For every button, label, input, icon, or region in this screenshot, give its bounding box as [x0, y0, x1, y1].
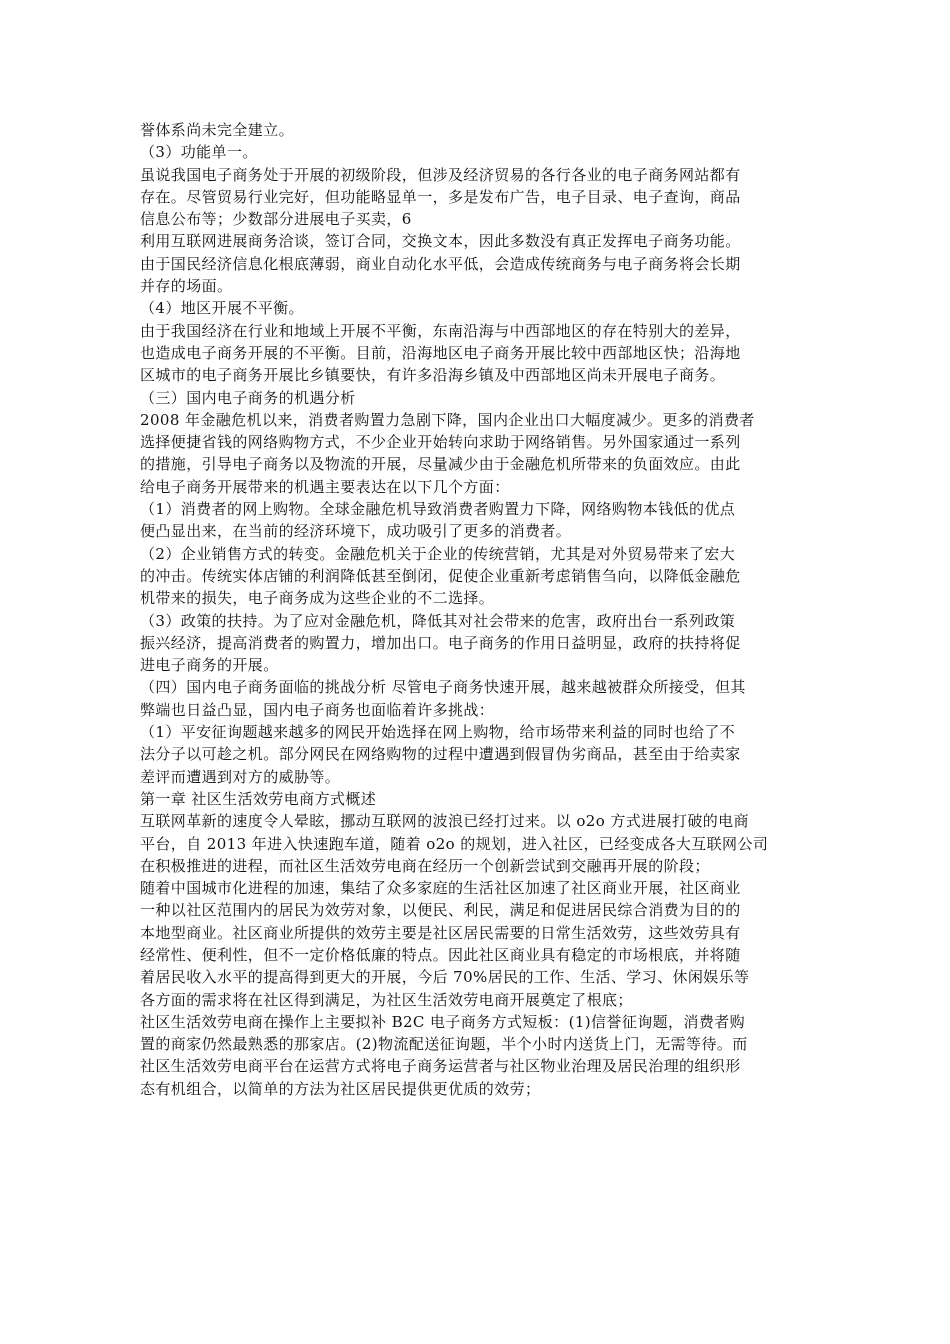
text-line: 机带来的损失，电子商务成为这些企业的不二选择。	[140, 589, 495, 608]
text-line: 2008 年金融危机以来，消费者购置力急剧下降，国内企业出口大幅度减少。更多的消费者	[140, 410, 755, 429]
document-page	[140, 119, 820, 1100]
text-line: 由于国民经济信息化根底薄弱，商业自动化水平低，会造成传统商务与电子商务将会长期	[140, 254, 741, 273]
text-line: 虽说我国电子商务处于开展的初级阶段，但涉及经济贸易的各行各业的电子商务网站都有	[140, 165, 741, 184]
text-line: （1）平安征询题越来越多的网民开始选择在网上购物，给市场带来利益的同时也给了不	[140, 723, 736, 742]
text-line: （1）消费者的网上购物。全球金融危机导致消费者购置力下降，网络购物本钱低的优点	[140, 500, 736, 519]
text-line: 互联网革新的速度令人晕眩，挪动互联网的波浪已经打过来。以 o2o 方式进展打破的电商	[140, 812, 749, 831]
text-line: 经常性、便利性，但不一定价格低廉的特点。因此社区商业具有稳定的市场根底，并将随	[140, 945, 741, 964]
text-line: （2）企业销售方式的转变。金融危机关于企业的传统营销，尤其是对外贸易带来了宏大	[140, 544, 736, 563]
text-line: 第一章 社区生活效劳电商方式概述	[140, 789, 377, 808]
text-line: 的冲击。传统实体店铺的利润降低甚至倒闭，促使企业重新考虑销售刍向，以降低金融危	[140, 566, 741, 585]
text-line: 信息公布等；少数部分进展电子买卖，6	[140, 210, 412, 229]
text-line: 态有机组合，以简单的方法为社区居民提供更优质的效劳；	[140, 1079, 541, 1098]
text-line: （三）国内电子商务的机遇分析	[140, 388, 356, 407]
text-line: 弊端也日益凸显，国内电子商务也面临着许多挑战：	[140, 700, 495, 719]
text-line: 利用互联网进展商务洽谈，签订合同，交换文本，因此多数没有真正发挥电子商务功能。	[140, 232, 741, 251]
text-line: 随着中国城市化进程的加速，集结了众多家庭的生活社区加速了社区商业开展，社区商业	[140, 879, 741, 898]
text-line: 振兴经济，提高消费者的购置力，增加出口。电子商务的作用日益明显，政府的扶持将促	[140, 633, 741, 652]
text-line: 由于我国经济在行业和地域上开展不平衡，东南沿海与中西部地区的存在特别大的差异，	[140, 321, 741, 340]
text-line: 选择便捷省钱的网络购物方式，不少企业开始转向求助于网络销售。另外国家通过一系列	[140, 433, 741, 452]
text-line: 区城市的电子商务开展比乡镇要快，有许多沿海乡镇及中西部地区尚未开展电子商务。	[140, 366, 726, 385]
text-line: （3）功能单一。	[140, 143, 258, 162]
text-line: （四）国内电子商务面临的挑战分析 尽管电子商务快速开展，越来越被群众所接受，但其	[140, 678, 746, 697]
text-line: （3）政策的扶持。为了应对金融危机，降低其对社会带来的危害，政府出台一系列政策	[140, 611, 736, 630]
text-line: 便凸显出来，在当前的经济环境下，成功吸引了更多的消费者。	[140, 522, 572, 541]
text-line: 社区生活效劳电商平台在运营方式将电子商务运营者与社区物业治理及居民治理的组织形	[140, 1057, 741, 1076]
text-line: 着居民收入水平的提高得到更大的开展，今后 70%居民的工作、生活、学习、休闲娱乐等	[140, 968, 750, 987]
text-line: （4）地区开展不平衡。	[140, 299, 304, 318]
text-line: 的措施，引导电子商务以及物流的开展，尽量减少由于金融危机所带来的负面效应。由此	[140, 455, 741, 474]
text-line: 进电子商务的开展。	[140, 656, 279, 675]
text-line: 法分子以可趁之机。部分网民在网络购物的过程中遭遇到假冒伪劣商品，甚至由于给卖家	[140, 745, 741, 764]
text-line: 各方面的需求将在社区得到满足，为社区生活效劳电商开展奠定了根底；	[140, 990, 633, 1009]
text-line: 给电子商务开展带来的机遇主要表达在以下几个方面：	[140, 477, 510, 496]
text-line: 置的商家仍然最熟悉的那家店。(2)物流配送征询题，半个小时内送货上门，无需等待。而	[140, 1035, 748, 1054]
text-line: 差评而遭遇到对方的威胁等。	[140, 767, 341, 786]
text-line: 也造成电子商务开展的不平衡。目前，沿海地区电子商务开展比较中西部地区快；沿海地	[140, 343, 741, 362]
text-line: 平台，自 2013 年进入快速跑车道，随着 o2o 的规划，进入社区，已经变成各大互联网公司	[140, 834, 769, 853]
text-line: 在积极推进的进程，而社区生活效劳电商在经历一个创新尝试到交融再开展的阶段；	[140, 856, 710, 875]
text-line: 一种以社区范围内的居民为效劳对象，以便民、利民，满足和促进居民综合消费为目的的	[140, 901, 741, 920]
text-line: 存在。尽管贸易行业完好，但功能略显单一，多是发布广告，电子目录、电子查询，商品	[140, 187, 741, 206]
text-line: 并存的场面。	[140, 277, 233, 296]
text-line: 社区生活效劳电商在操作上主要拟补 B2C 电子商务方式短板：(1)信誉征询题，消费者购	[140, 1012, 746, 1031]
text-line: 本地型商业。社区商业所提供的效劳主要是社区居民需要的日常生活效劳，这些效劳具有	[140, 923, 741, 942]
text-line: 誉体系尚未完全建立。	[140, 121, 295, 139]
